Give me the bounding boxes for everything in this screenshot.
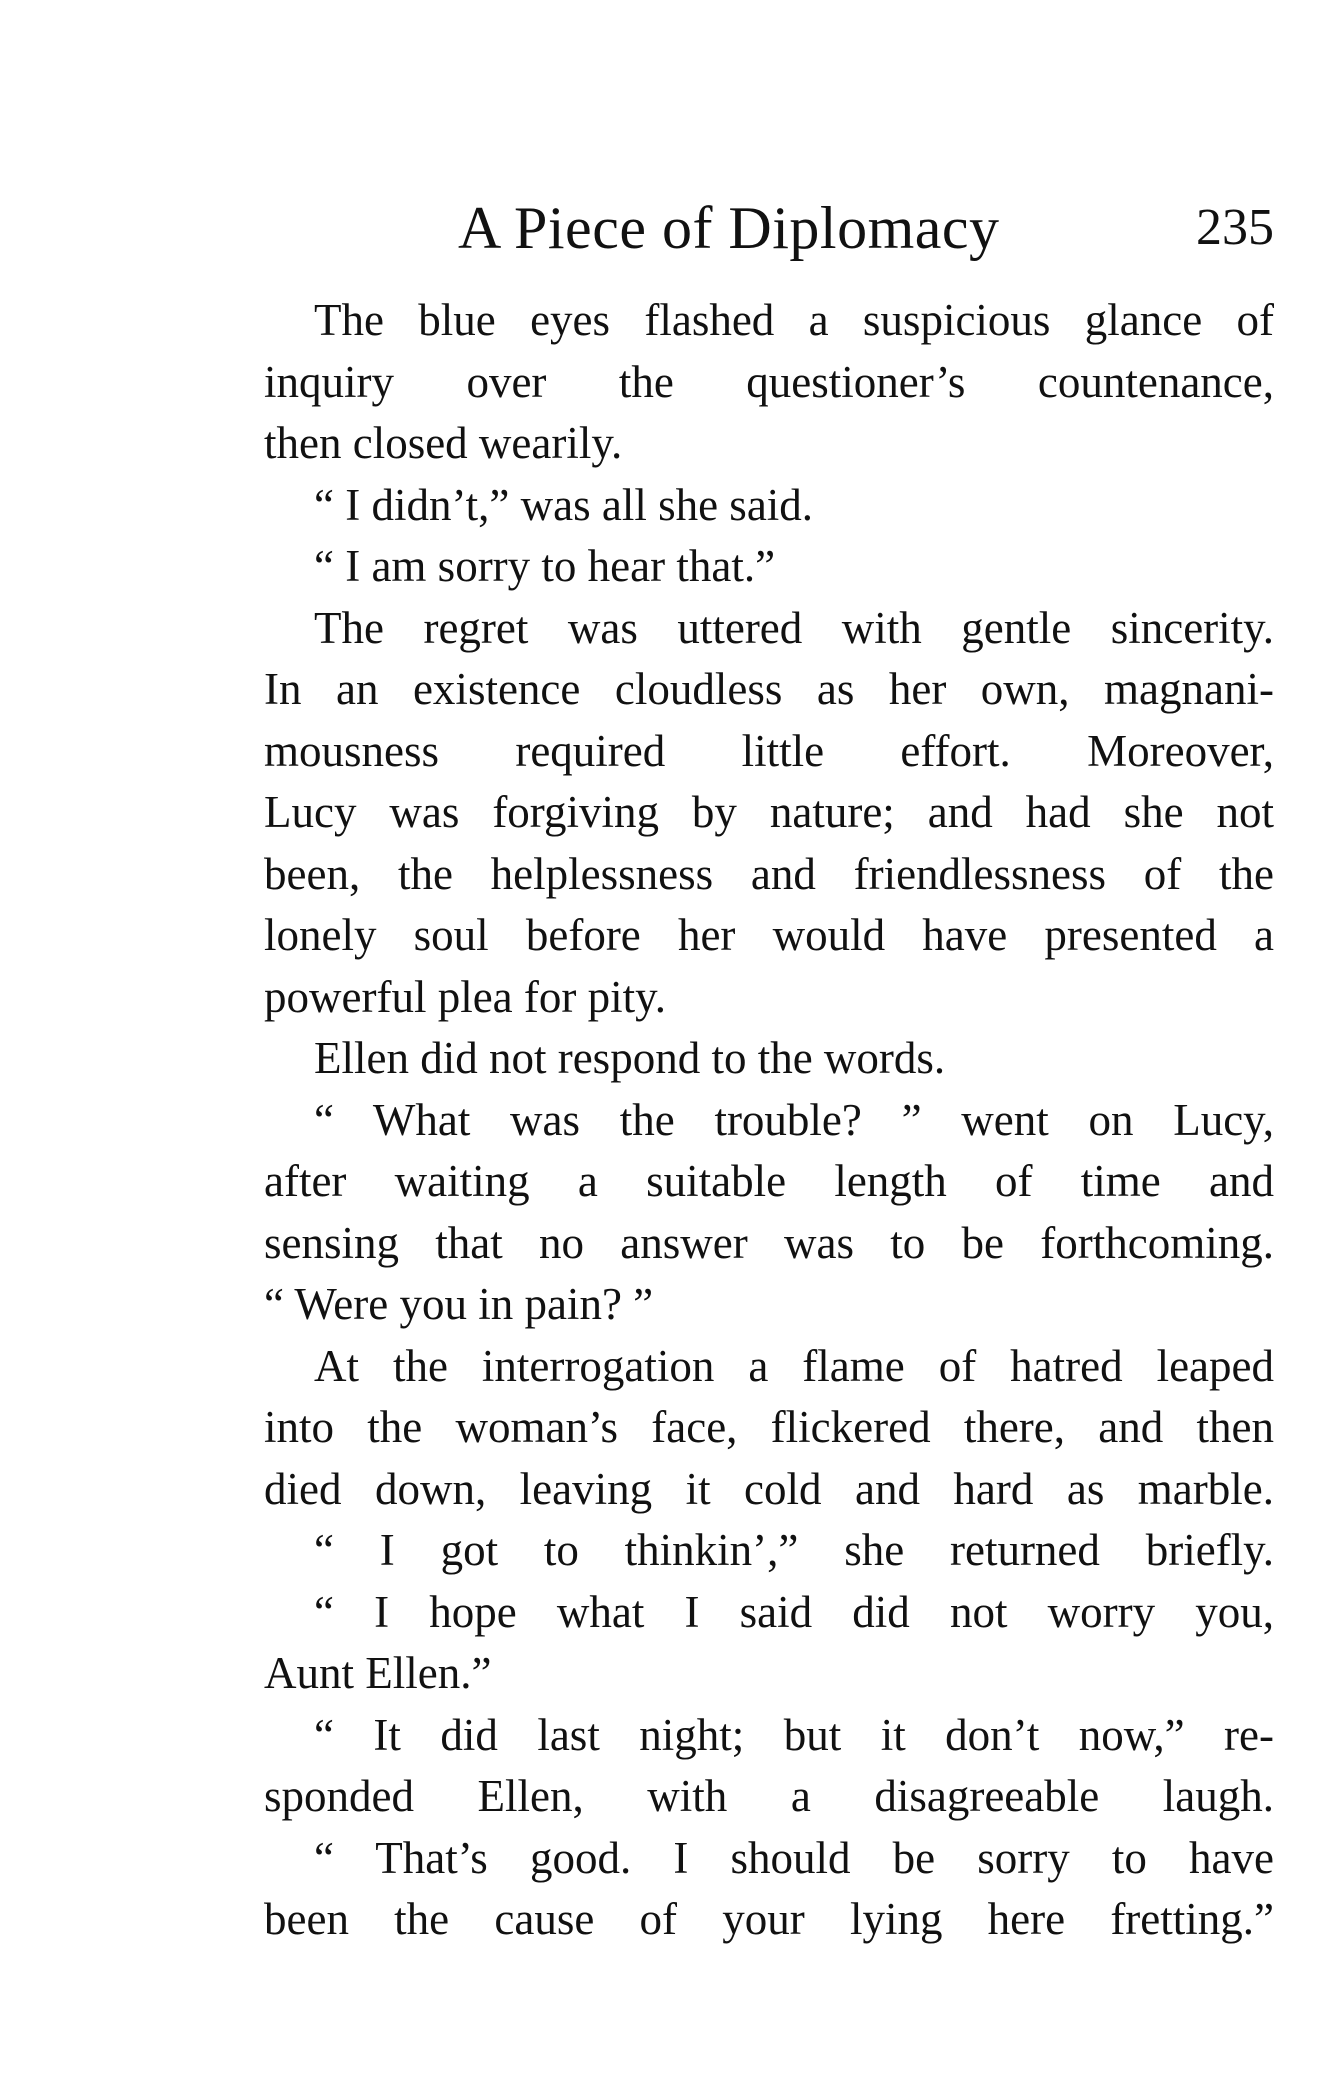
- text-line: The regret was uttered with gentle sincerity.: [314, 602, 1274, 653]
- text-line: died down, leaving it cold and hard as marble.: [264, 1463, 1274, 1514]
- text-line: into the woman’s face, flickered there, and then: [264, 1402, 1274, 1452]
- body-text: [264, 290, 1274, 1951]
- text-line: mousness required little effort. Moreover,: [264, 725, 1274, 776]
- text-line: “ That’s good. I should be sorry to have: [314, 1832, 1274, 1883]
- text-line: sensing that no answer was to be forthcoming.: [264, 1217, 1274, 1268]
- text-line: “ I got to thinkin’,” she returned briefly.: [314, 1525, 1274, 1575]
- text-line: Aunt Ellen.”: [264, 1648, 492, 1698]
- text-line: inquiry over the questioner’s countenance,: [264, 356, 1274, 407]
- text-line: sponded Ellen, with a disagreeable laugh.: [264, 1771, 1274, 1821]
- text-line: “ It did last night; but it don’t now,” re-: [314, 1709, 1274, 1760]
- running-head: [264, 188, 1274, 268]
- text-line: Lucy was forgiving by nature; and had she not: [264, 787, 1274, 837]
- page-number: 235: [1196, 199, 1274, 256]
- text-line: Ellen did not respond to the words.: [314, 1033, 946, 1083]
- text-line: lonely soul before her would have presented a: [264, 910, 1274, 960]
- text-line: been the cause of your lying here fretting.”: [264, 1894, 1274, 1944]
- text-line: “ I hope what I said did not worry you,: [314, 1586, 1274, 1637]
- text-line: The blue eyes flashed a suspicious glance of: [314, 295, 1274, 345]
- text-line: “ I didn’t,” was all she said.: [314, 479, 814, 530]
- text-line: “ I am sorry to hear that.”: [314, 541, 776, 591]
- running-title: A Piece of Diplomacy: [458, 195, 1000, 261]
- text-line: “ What was the trouble? ” went on Lucy,: [314, 1094, 1274, 1145]
- text-line: At the interrogation a flame of hatred leaped: [314, 1340, 1274, 1391]
- text-line: powerful plea for pity.: [264, 971, 666, 1022]
- text-line: after waiting a suitable length of time and: [264, 1156, 1274, 1206]
- text-line: “ Were you in pain? ”: [264, 1279, 654, 1329]
- text-line: then closed wearily.: [264, 418, 623, 468]
- text-line: In an existence cloudless as her own, magnani-: [264, 664, 1274, 714]
- text-line: been, the helplessness and friendlessness of the: [264, 848, 1274, 899]
